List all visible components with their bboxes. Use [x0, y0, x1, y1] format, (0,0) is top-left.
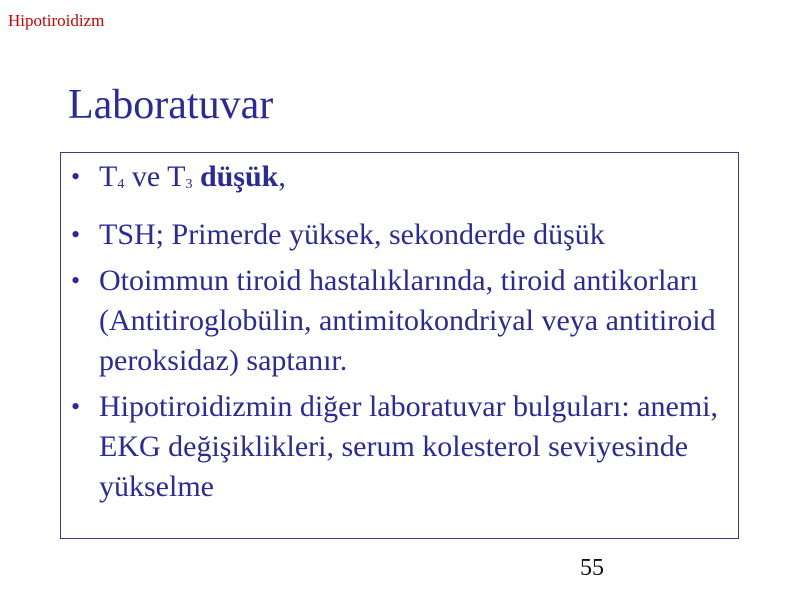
bullet-dot-icon: • [71, 392, 81, 421]
bullet-item-thyroid-hormones [71, 157, 731, 205]
bullet-dot-icon: • [71, 220, 81, 249]
t3-subscript: 3 [185, 177, 193, 192]
section-header-label: Hipotiroidizm [8, 11, 105, 30]
content-box [60, 152, 739, 539]
bullet-text: Hipotiroidizmin diğer laboratuvar bulguları: anemi, EKG değişiklikleri, serum kolesterol seviyesinde yükselme [99, 390, 718, 503]
space-text [192, 160, 200, 193]
bullet-list [71, 157, 731, 513]
bullet-item-autoimmune [71, 261, 731, 381]
page-number: 55 [580, 555, 604, 581]
low-emphasis-text: düşük [199, 160, 279, 193]
ve-t3-text: ve T [124, 160, 186, 193]
t4-text: T [99, 160, 118, 193]
bullet-dot-icon: • [71, 162, 81, 191]
bullet-text: Otoimmun tiroid hastalıklarında, tiroid antikorları (Antitiroglobülin, antimitokondriyal veya antitiroid peroksidaz) saptanır. [99, 264, 716, 377]
bullet-dot-icon: • [71, 266, 81, 295]
comma-text: , [278, 160, 286, 193]
t4-subscript: 4 [117, 177, 125, 192]
slide-title: Laboratuvar [68, 82, 274, 128]
bullet-text: TSH; Primerde yüksek, sekonderde düşük [99, 218, 605, 251]
bullet-item-other-findings [71, 387, 731, 507]
bullet-item-tsh [71, 215, 731, 255]
